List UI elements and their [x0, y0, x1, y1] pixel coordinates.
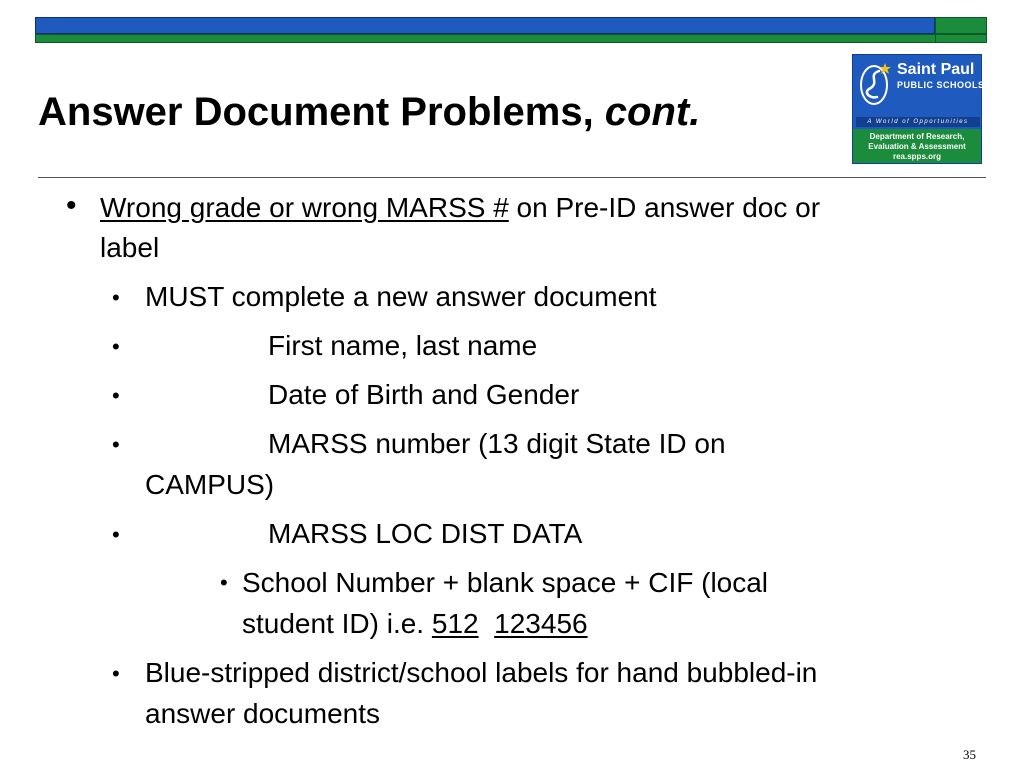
bullet-glyph: • [112, 522, 120, 547]
logo-name-line2: PUBLIC SCHOOLS [897, 80, 985, 90]
bullet-1-line2: label [100, 232, 160, 263]
bullet-1f-line2: answer documents [145, 698, 381, 729]
bullet-glyph: • [66, 189, 77, 222]
page-number: 35 [963, 747, 976, 762]
bullet-1e: MARSS LOC DIST DATA [268, 518, 583, 549]
title-italic: cont. [604, 90, 701, 134]
logo-dept-line2: Evaluation & Assessment [868, 142, 966, 151]
bullet-glyph: • [112, 432, 120, 457]
bullet-glyph: • [112, 334, 120, 359]
bullet-glyph: • [112, 285, 120, 310]
logo-name-line1: Saint Paul [897, 61, 975, 78]
logo-tagline: A World of Opportunities [856, 117, 980, 127]
cif-number: 123456 [494, 608, 588, 639]
bullet-1c: Date of Birth and Gender [268, 379, 580, 410]
bullet-1b: First name, last name [268, 330, 538, 361]
bullet-glyph: • [112, 383, 120, 408]
bullet-1d-line2: CAMPUS) [145, 469, 275, 500]
bullet-1e1-prefix: student ID) i.e. [242, 608, 432, 639]
bullet-1e1-line2 [242, 604, 588, 644]
bullet-1a: MUST complete a new answer document [145, 281, 657, 312]
bullet-1-underlined: Wrong grade or wrong MARSS # [100, 192, 509, 223]
bullet-glyph: • [112, 661, 120, 686]
title-main: Answer Document Problems, [38, 90, 605, 134]
bullet-1-rest: on Pre-ID answer doc or [508, 192, 821, 223]
school-number: 512 [431, 608, 479, 639]
bullet-1d-line1: MARSS number (13 digit State ID on [268, 428, 726, 459]
logo-dept-line1: Department of Research, [869, 132, 965, 141]
bullet-1-line1 [100, 188, 820, 228]
bullet-1f-line1: Blue-stripped district/school labels for hand bubbled-in [145, 657, 818, 688]
bullet-glyph: • [220, 570, 228, 595]
bullet-1e1-line1: School Number + blank space + CIF (local [242, 567, 769, 598]
logo-dept-line3: rea.spps.org [892, 152, 941, 161]
